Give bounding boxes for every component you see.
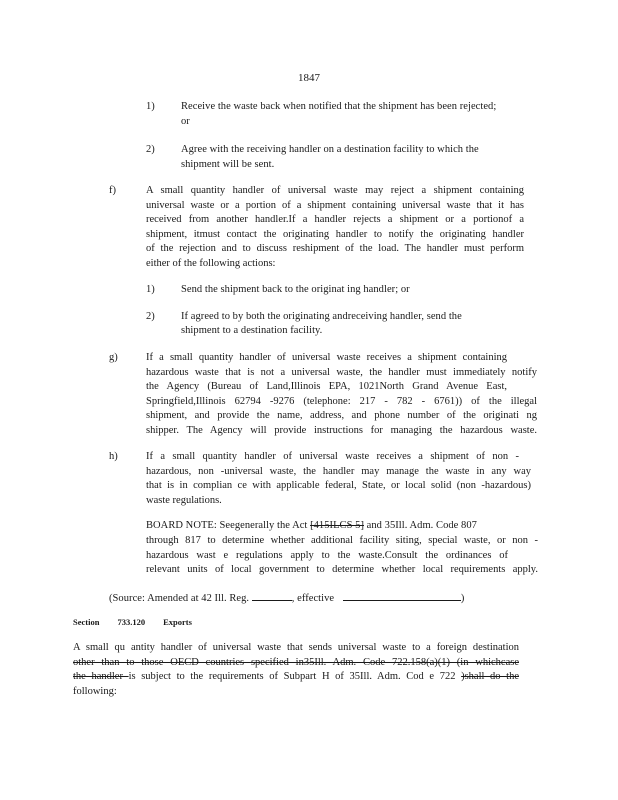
text-line: relevant units of local government to determine whether local requirements apply. bbox=[146, 564, 538, 576]
text-line: hazardous, non -universal waste, the handler may manage the waste in any way bbox=[146, 465, 531, 477]
section-title: Exports bbox=[163, 617, 192, 627]
text-line: A small qu antity handler of universal waste that sends universal waste to a foreign destination bbox=[73, 642, 519, 653]
item-f1-number: 1) bbox=[146, 284, 155, 295]
item-e1-line1: Receive the waste back when notified that the shipment has been rejected; bbox=[181, 101, 497, 112]
item-e1-line2: or bbox=[181, 116, 190, 127]
text-line: following: bbox=[73, 685, 117, 697]
body-text: is subject to the requirements of Subpart H of 35Ill. Adm. Cod e 722 bbox=[128, 671, 462, 683]
section-body bbox=[73, 641, 519, 699]
text-line: hazardous wast e regulations apply to the waste.Consult the ordinances of bbox=[146, 549, 508, 561]
text-line: of the rejection and to discuss reshipment of the load. The handler must perform bbox=[146, 243, 524, 255]
text-line: universal waste or a portion of a shipment containing universal waste that it has bbox=[146, 199, 524, 211]
board-note-line1 bbox=[146, 519, 477, 534]
source-effective-text: , effective bbox=[291, 593, 335, 604]
item-e2-line1: Agree with the receiving handler on a destination facility to which the bbox=[181, 144, 479, 155]
register-page-blank bbox=[252, 590, 292, 601]
deleted-text: the handler bbox=[73, 671, 129, 683]
board-note-text: and 35Ill. Adm. Code 807 bbox=[364, 520, 477, 531]
text-line: A small quantity handler of universal waste may reject a shipment containing bbox=[146, 185, 524, 196]
text-line: waste regulations. bbox=[146, 494, 222, 506]
section-heading bbox=[73, 617, 210, 627]
text-line: hazardous waste that is not a universal waste, the handler must immediately notify bbox=[146, 366, 537, 378]
source-line bbox=[109, 590, 464, 607]
item-h-paragraph bbox=[146, 450, 531, 508]
text-line: received from another handler.If a handler rejects a shipment or a portionof a bbox=[146, 214, 524, 226]
board-note-text: BOARD NOTE: Seegenerally the Act bbox=[146, 520, 311, 531]
deleted-text: )shall do the bbox=[461, 671, 520, 683]
item-f2-line1: If agreed to by both the originating andreceiving handler, send the bbox=[181, 311, 462, 322]
item-g-paragraph bbox=[146, 351, 537, 439]
text-line: If a small quantity handler of universal waste receives a shipment of non - bbox=[146, 451, 519, 462]
text-line: shipment, itmust contact the originating handler to notify the originating handler bbox=[146, 228, 524, 240]
text-line: shipper. The Agency will provide instructions for managing the hazardous waste. bbox=[146, 424, 537, 436]
text-line: that is in complian ce with applicable federal, State, or local solid (non -hazardous) bbox=[146, 480, 531, 492]
section-number: 733.120 bbox=[117, 617, 146, 627]
item-f1-text: Send the shipment back to the originat ing handler; or bbox=[181, 284, 410, 295]
text-line: If a small quantity handler of universal waste receives a shipment containing bbox=[146, 352, 507, 363]
item-h-letter: h) bbox=[109, 451, 118, 462]
source-amended-text: (Source: Amended at 42 Ill. Reg. bbox=[109, 593, 250, 604]
item-f2-line2: shipment to a destination facility. bbox=[181, 325, 323, 336]
page-number: 1847 bbox=[298, 72, 320, 84]
item-f-letter: f) bbox=[109, 185, 117, 196]
item-e1-number: 1) bbox=[146, 101, 155, 112]
section-label: Section bbox=[73, 617, 100, 627]
deleted-text-line: other than to those OECD countries specified in35Ill. Adm. Code 722.158(a)(1) (in whichcase bbox=[73, 656, 519, 668]
board-note-deleted-citation: [415ILCS 5] bbox=[310, 520, 364, 531]
item-f2-number: 2) bbox=[146, 311, 155, 322]
text-line: the Agency (Bureau of Land,Illinois EPA, 1021North Grand Avenue East, bbox=[146, 381, 507, 393]
text-line bbox=[73, 670, 519, 685]
source-close-paren: ) bbox=[460, 593, 465, 604]
text-line: shipment, and provide the name, address, and phone number of the originati ng bbox=[146, 410, 537, 422]
board-note-paragraph bbox=[146, 534, 538, 578]
text-line: Springfield,Illinois 62794 -9276 (telephone: 217 - 782 - 6761)) of the illegal bbox=[146, 395, 537, 407]
text-line: through 817 to determine whether additional facility siting, special waste, or non - bbox=[146, 535, 538, 546]
item-g-letter: g) bbox=[109, 352, 118, 363]
text-line: either of the following actions: bbox=[146, 257, 276, 269]
effective-date-blank bbox=[343, 590, 461, 601]
item-e2-line2: shipment will be sent. bbox=[181, 159, 275, 170]
item-e2-number: 2) bbox=[146, 144, 155, 155]
item-f-paragraph bbox=[146, 184, 524, 272]
